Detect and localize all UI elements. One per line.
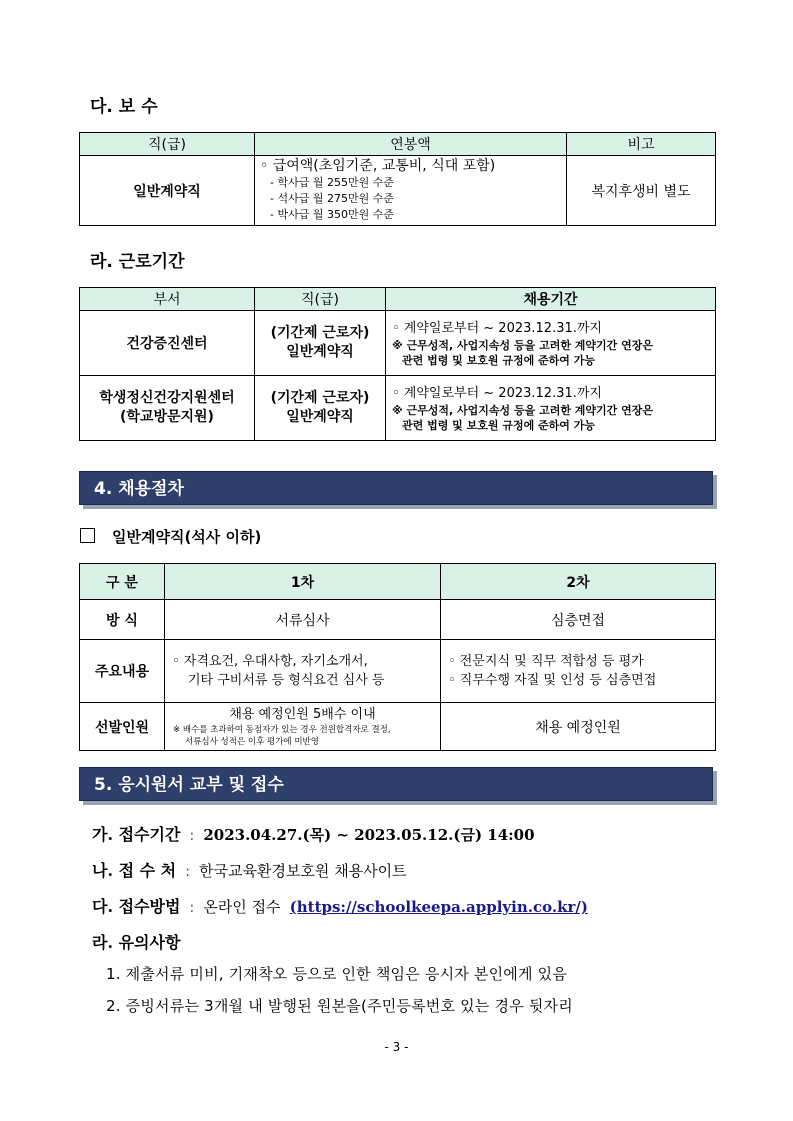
salary-line: - 박사급 월 350만원 수준	[270, 208, 394, 221]
pay-table	[79, 132, 716, 226]
application-period-label: 가. 접수기간	[92, 825, 181, 844]
grade-cell	[255, 376, 386, 441]
selection-second: 채용 예정인원	[441, 703, 716, 751]
period-cell	[386, 376, 716, 441]
separator: :	[189, 900, 195, 916]
application-period-value: 2023.04.27.(목) ~ 2023.05.12.(금) 14:00	[203, 826, 535, 844]
dept-cell	[80, 376, 255, 441]
dept-name: 건강증진센터	[126, 336, 208, 352]
period-cell	[386, 311, 716, 376]
content-line: ◦ 전문지식 및 직무 적합성 등 평가	[448, 654, 644, 669]
table-row	[80, 311, 716, 376]
table-row	[80, 600, 716, 640]
selection-note: ※ 배수를 초과하여 동점자가 있는 경우 전원합격자로 결정,	[173, 724, 391, 735]
separator: :	[189, 828, 195, 844]
selection-text: 채용 예정인원 5배수 이내	[229, 706, 376, 722]
table-row	[80, 376, 716, 441]
dept-cell	[80, 311, 255, 376]
salary-line: ◦ 급여액(초임기준, 교통비, 식대 포함)	[260, 158, 496, 174]
col-header-second: 2차	[441, 564, 716, 600]
method-first: 서류심사	[165, 600, 441, 640]
grade-line: (기간제 근로자)	[270, 390, 370, 406]
procedure-subtitle: 일반계약직(석사 이하)	[112, 528, 262, 546]
content-label: 주요내용	[80, 640, 165, 703]
application-method-label: 다. 접수방법	[92, 897, 181, 916]
checkbox-icon	[80, 528, 95, 543]
row-label-contract: 일반계약직	[80, 156, 255, 226]
content-line: ◦ 자격요건, 우대사항, 자기소개서,	[172, 654, 368, 669]
dept-name: (학교방문지원)	[120, 409, 214, 425]
welfare-note: 복지후생비 별도	[567, 156, 716, 226]
table-row	[80, 640, 716, 703]
content-first	[165, 640, 441, 703]
col-header-grade: 직(급)	[80, 133, 255, 156]
col-header-category: 구 분	[80, 564, 165, 600]
grade-line: 일반계약직	[286, 344, 354, 360]
section-title-pay: 다. 보 수	[90, 97, 158, 117]
period-table	[79, 287, 716, 441]
separator: :	[185, 864, 190, 880]
application-place-row	[92, 858, 407, 881]
content-line: 기타 구비서류 등 형식요건 심사 등	[188, 673, 385, 688]
col-header-salary: 연봉액	[255, 133, 567, 156]
page-number: - 3 -	[384, 1040, 409, 1054]
application-method-value: 온라인 접수	[203, 898, 281, 916]
notice-title: 라. 유의사항	[92, 933, 181, 952]
salary-line: - 석사급 월 275만원 수준	[270, 192, 394, 205]
selection-first	[165, 703, 441, 751]
period-text: ◦ 계약일로부터 ~ 2023.12.31.까지	[392, 320, 602, 336]
col-header-grade: 직(급)	[255, 288, 386, 311]
application-method-row	[92, 894, 588, 917]
procedure-table	[79, 563, 716, 751]
section-banner-procedure: 4. 채용절차	[79, 471, 713, 505]
col-header-first: 1차	[165, 564, 441, 600]
application-period-row	[92, 822, 535, 845]
section-title-period: 라. 근로기간	[90, 252, 185, 272]
selection-note: 서류심사 성적은 이후 평가에 미반영	[185, 736, 319, 747]
col-header-note: 비고	[567, 133, 716, 156]
salary-line: - 학사급 월 255만원 수준	[270, 176, 394, 189]
notice-item: 1. 제출서류 미비, 기재착오 등으로 인한 책임은 응시자 본인에게 있음	[106, 965, 568, 983]
period-note: 관련 법령 및 보호원 규정에 준하여 가능	[402, 353, 595, 367]
col-header-period: 채용기간	[386, 288, 716, 311]
notice-item: 2. 증빙서류는 3개월 내 발행된 원본을(주민등록번호 있는 경우 뒷자리	[106, 997, 573, 1015]
period-text: ◦ 계약일로부터 ~ 2023.12.31.까지	[392, 385, 602, 401]
method-label: 방 식	[80, 600, 165, 640]
table-row	[80, 703, 716, 751]
grade-line: 일반계약직	[286, 409, 354, 425]
salary-cell	[255, 156, 567, 226]
selection-label: 선발인원	[80, 703, 165, 751]
grade-line: (기간제 근로자)	[270, 325, 370, 341]
period-note: ※ 근무성적, 사업지속성 등을 고려한 계약기간 연장은	[392, 403, 653, 417]
col-header-dept: 부서	[80, 288, 255, 311]
method-second: 심층면접	[441, 600, 716, 640]
section-banner-application: 5. 응시원서 교부 및 접수	[79, 767, 713, 801]
period-note: ※ 근무성적, 사업지속성 등을 고려한 계약기간 연장은	[392, 338, 653, 352]
content-second	[441, 640, 716, 703]
period-note: 관련 법령 및 보호원 규정에 준하여 가능	[402, 418, 595, 432]
dept-name: 학생정신건강지원센터	[99, 390, 235, 406]
grade-cell	[255, 311, 386, 376]
content-line: ◦ 직무수행 자질 및 인성 등 심층면접	[448, 673, 657, 688]
application-place-value: 한국교육환경보호원 채용사이트	[199, 862, 407, 880]
application-place-label: 나. 접 수 처	[92, 861, 177, 880]
application-site-link[interactable]: (https://schoolkeepa.applyin.co.kr/)	[289, 898, 588, 916]
